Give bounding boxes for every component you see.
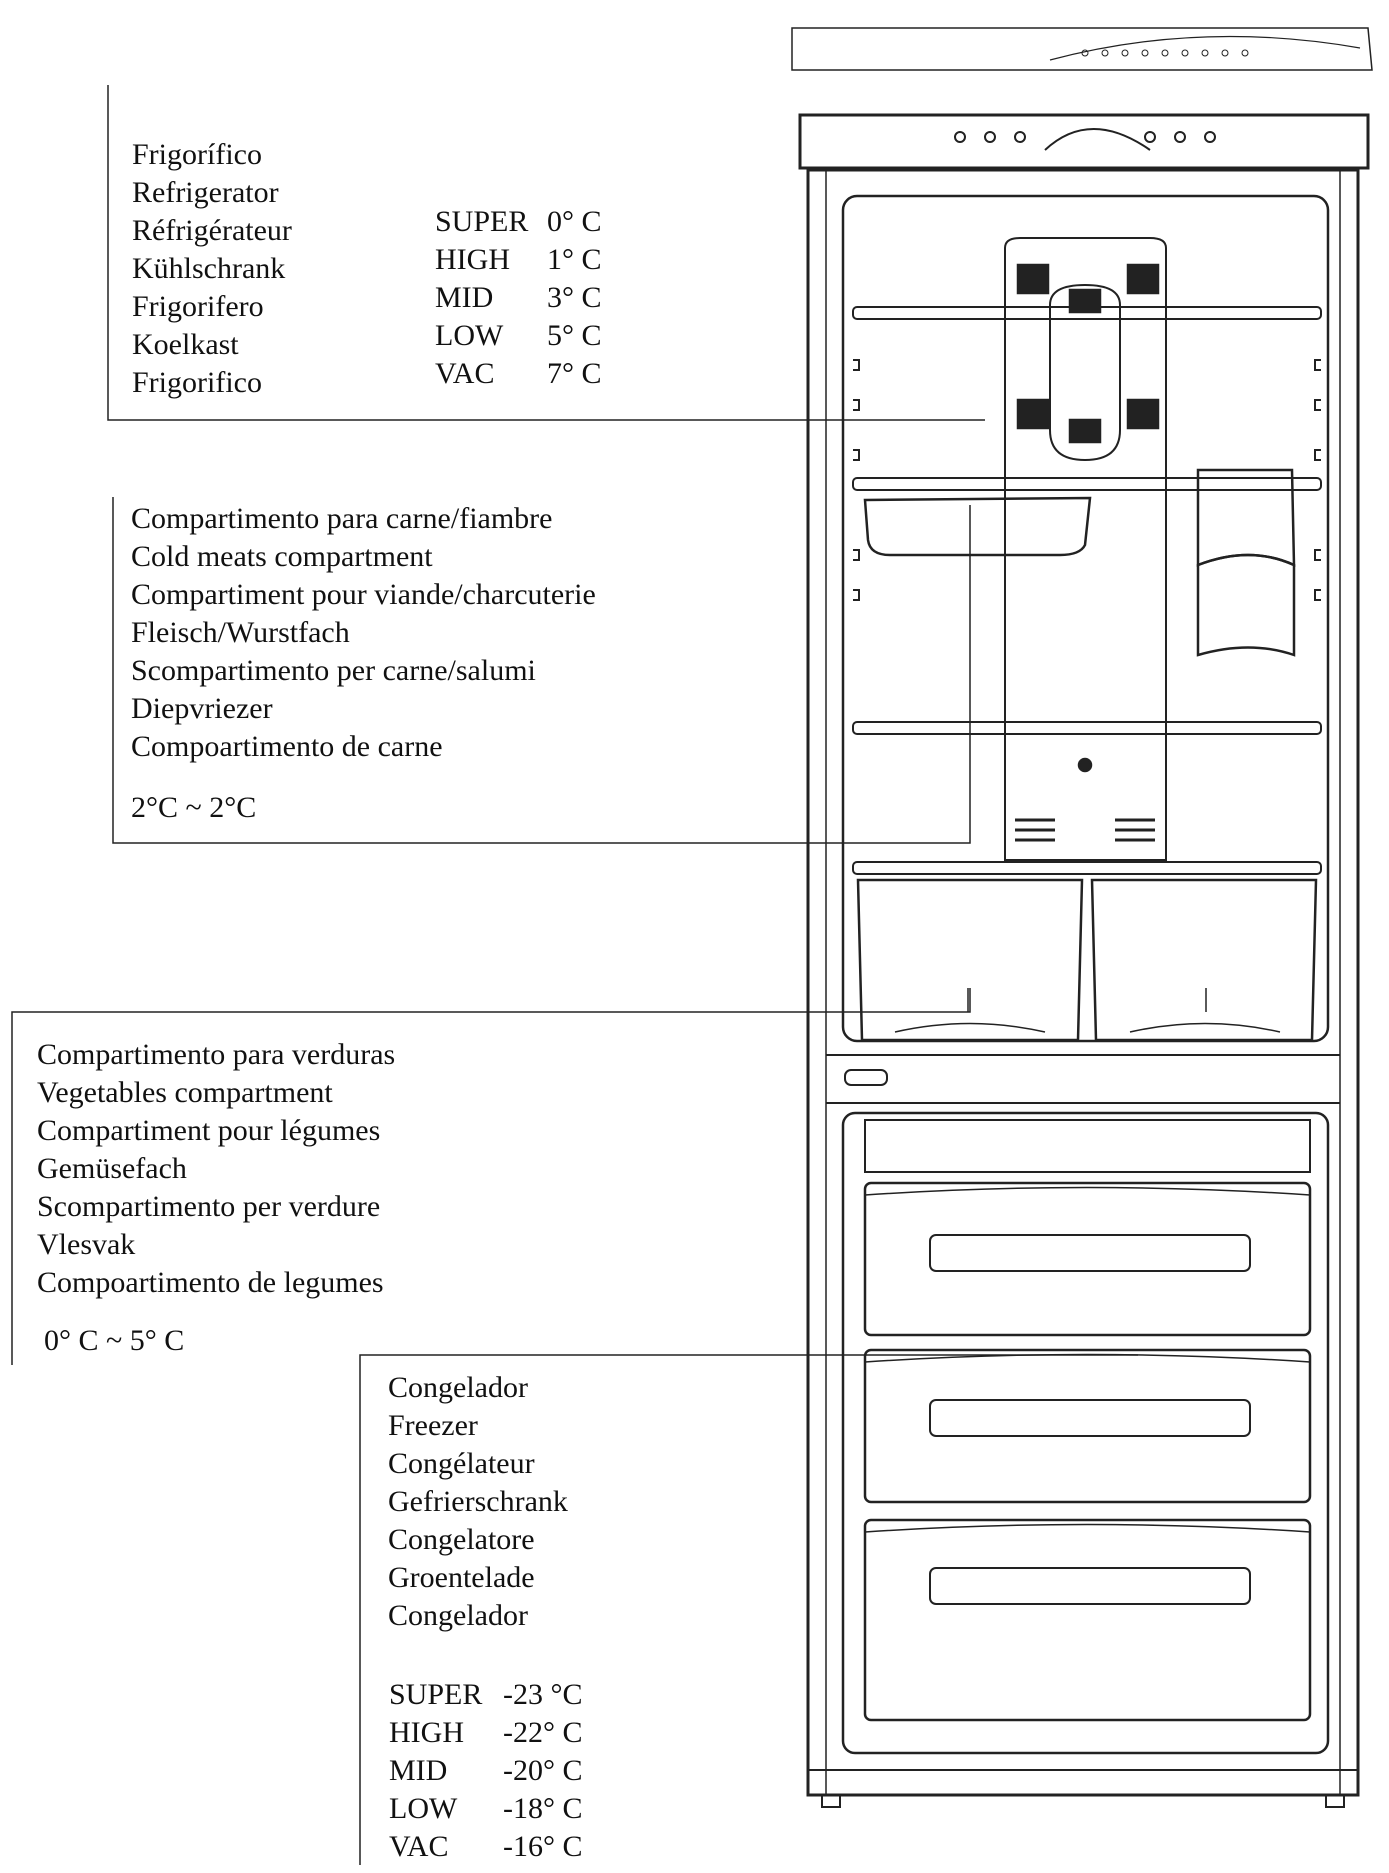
freezer-settings [389, 1676, 583, 1866]
setting-mode: LOW [435, 319, 504, 352]
cold-meats-name: Fleisch/Wurstfach [131, 616, 350, 649]
setting-row [389, 1714, 583, 1752]
vegetables-name: Scompartimento per verdure [37, 1190, 381, 1223]
setting-row [389, 1676, 583, 1714]
cold-meats-name: Diepvriezer [131, 692, 273, 725]
setting-mode: MID [389, 1754, 448, 1787]
crisper-drawer-left [858, 880, 1082, 1040]
setting-mode: VAC [389, 1830, 449, 1863]
cold-meats-tray [865, 498, 1090, 555]
setting-temp: 7° C [547, 357, 602, 390]
refrigerator-name-nl: Koelkast [132, 328, 239, 361]
freezer-names [388, 1369, 568, 1635]
freezer-name: Gefrierschrank [388, 1485, 568, 1518]
freezer-cavity [843, 1113, 1328, 1753]
freezer-name: Congélateur [388, 1447, 535, 1480]
cold-meats-name: Scompartimento per carne/salumi [131, 654, 536, 687]
setting-mode: SUPER [389, 1678, 483, 1711]
vegetables-name: Gemüsefach [37, 1152, 187, 1185]
fridge-cavity [843, 196, 1328, 1041]
freezer-name: Groentelade [388, 1561, 535, 1594]
vegetables-name: Compartiment pour légumes [37, 1114, 381, 1147]
setting-row [435, 279, 602, 317]
freezer-drawer-1 [865, 1183, 1310, 1335]
refrigerator-name-es: Frigorífico [132, 138, 262, 171]
refrigerator-name-en: Refrigerator [132, 176, 279, 209]
setting-mode: HIGH [435, 243, 510, 276]
refrigerator-name-fr: Réfrigérateur [132, 214, 292, 247]
cabinet [808, 170, 1358, 1795]
vegetables-name: Vegetables compartment [37, 1076, 333, 1109]
setting-temp: -20° C [503, 1754, 583, 1787]
setting-mode: HIGH [389, 1716, 464, 1749]
top-panel-detached [792, 28, 1372, 70]
setting-row [435, 317, 602, 355]
setting-temp: -22° C [503, 1716, 583, 1749]
cold-meats-names [131, 500, 596, 766]
control-panel [800, 115, 1368, 168]
setting-row [389, 1828, 583, 1866]
setting-row [389, 1790, 583, 1828]
shelf [853, 722, 1321, 734]
shelf [853, 862, 1321, 874]
setting-temp: 5° C [547, 319, 602, 352]
bottle-holder [1198, 470, 1294, 655]
cold-meats-name: Compartimento para carne/fiambre [131, 502, 553, 535]
freezer-name: Congelador [388, 1599, 528, 1632]
refrigerator-names [132, 136, 292, 402]
setting-row [435, 241, 602, 279]
setting-row [435, 355, 602, 393]
setting-temp: -16° C [503, 1830, 583, 1863]
setting-row [389, 1752, 583, 1790]
refrigerator-settings [435, 203, 602, 393]
cold-meats-name: Cold meats compartment [131, 540, 433, 573]
shelf [853, 478, 1321, 490]
freezer-drawer-2 [865, 1350, 1310, 1502]
freezer-name: Congelador [388, 1371, 528, 1404]
freezer-name: Freezer [388, 1409, 478, 1442]
freezer-drawer-3 [865, 1520, 1310, 1720]
vegetables-name: Vlesvak [37, 1228, 136, 1261]
setting-temp: -18° C [503, 1792, 583, 1825]
cold-meats-name: Compoartimento de carne [131, 730, 443, 763]
vegetables-name: Compoartimento de legumes [37, 1266, 384, 1299]
setting-temp: 1° C [547, 243, 602, 276]
vegetables-names [37, 1036, 395, 1302]
setting-temp: 3° C [547, 281, 602, 314]
setting-mode: VAC [435, 357, 495, 390]
setting-mode: SUPER [435, 205, 529, 238]
setting-temp: 0° C [547, 205, 602, 238]
setting-mode: MID [435, 281, 494, 314]
setting-row [435, 203, 602, 241]
vegetables-name: Compartimento para verduras [37, 1038, 396, 1071]
cold-meats-range: 2°C ~ 2°C [131, 791, 257, 824]
refrigerator-name-de: Kühlschrank [132, 252, 286, 285]
crisper-drawer-right [1092, 880, 1316, 1040]
refrigerator-name-it: Frigorifero [132, 290, 264, 323]
vegetables-range: 0° C ~ 5° C [44, 1324, 185, 1357]
refrigerator-name-pt: Frigorifico [132, 366, 262, 399]
freezer-name: Congelatore [388, 1523, 535, 1556]
cold-meats-name: Compartiment pour viande/charcuterie [131, 578, 596, 611]
setting-temp: -23 °C [503, 1678, 583, 1711]
setting-mode: LOW [389, 1792, 458, 1825]
